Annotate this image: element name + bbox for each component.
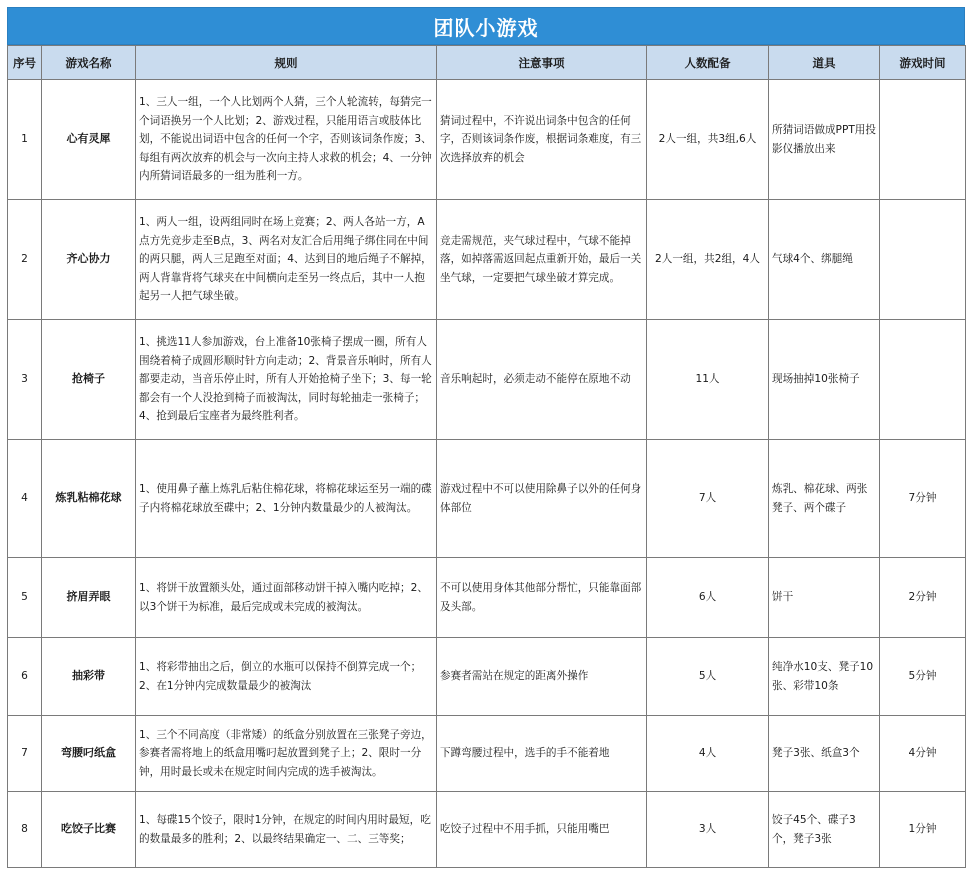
cell-name: 吃饺子比赛: [42, 792, 136, 868]
cell-notes: 吃饺子过程中不用手抓，只能用嘴巴: [437, 792, 647, 868]
cell-name: 炼乳粘棉花球: [42, 440, 136, 558]
cell-name: 齐心协力: [42, 200, 136, 320]
header-props: 道具: [769, 46, 880, 80]
cell-props: 炼乳、棉花球、两张凳子、两个碟子: [769, 440, 880, 558]
cell-people: 3人: [647, 792, 769, 868]
cell-rules: 1、使用鼻子蘸上炼乳后粘住棉花球，将棉花球运至另一端的碟子内将棉花球放至碟中；2、1分钟内数量最少的人被淘汰。: [136, 440, 437, 558]
cell-rules: 1、三人一组，一个人比划两个人猜，三个人轮流转，每猜完一个词语换另一个人比划；2、游戏过程，只能用语言或肢体比划，不能说出词语中包含的任何一个字，否则该词条作废；3、每组有两次放弃的机会与一次向主持人求救的机会；4、一分钟内所猜词语最多的一组为胜利一方。: [136, 80, 437, 200]
cell-name: 抢椅子: [42, 320, 136, 440]
cell-props: 饺子45个、碟子3个，凳子3张: [769, 792, 880, 868]
cell-notes: 竞走需规范，夹气球过程中，气球不能掉落，如掉落需返回起点重新开始，最后一关坐气球，一定要把气球坐破才算完成。: [437, 200, 647, 320]
cell-people: 11人: [647, 320, 769, 440]
cell-no: 3: [8, 320, 42, 440]
cell-no: 7: [8, 716, 42, 792]
cell-no: 1: [8, 80, 42, 200]
games-table: [7, 45, 966, 868]
cell-notes: 游戏过程中不可以使用除鼻子以外的任何身体部位: [437, 440, 647, 558]
cell-props: 气球4个、绑腿绳: [769, 200, 880, 320]
cell-people: 7人: [647, 440, 769, 558]
cell-notes: 下蹲弯腰过程中，选手的手不能着地: [437, 716, 647, 792]
header-time: 游戏时间: [880, 46, 966, 80]
cell-people: 2人一组，共2组，4人: [647, 200, 769, 320]
cell-props: 纯净水10支、凳子10张、彩带10条: [769, 638, 880, 716]
cell-time: 4分钟: [880, 716, 966, 792]
table-row: [8, 716, 966, 792]
cell-props: 饼干: [769, 558, 880, 638]
cell-no: 5: [8, 558, 42, 638]
cell-time: [880, 320, 966, 440]
cell-people: 5人: [647, 638, 769, 716]
cell-rules: 1、三个不同高度（非常矮）的纸盒分别放置在三张凳子旁边，参赛者需将地上的纸盒用嘴叼起放置到凳子上；2、限时一分钟，用时最长或未在规定时间内完成的选手被淘汰。: [136, 716, 437, 792]
cell-no: 8: [8, 792, 42, 868]
sheet-title: 团队小游戏: [7, 7, 965, 45]
cell-time: [880, 80, 966, 200]
cell-notes: 参赛者需站在规定的距离外操作: [437, 638, 647, 716]
spreadsheet: [7, 7, 965, 868]
cell-notes: 猜词过程中，不许说出词条中包含的任何字，否则该词条作废，根据词条难度，有三次选择放弃的机会: [437, 80, 647, 200]
cell-name: 弯腰叼纸盒: [42, 716, 136, 792]
cell-time: [880, 200, 966, 320]
header-name: 游戏名称: [42, 46, 136, 80]
table-row: [8, 80, 966, 200]
cell-rules: 1、挑选11人参加游戏，台上准备10张椅子摆成一圈，所有人围绕着椅子成圆形顺时针方向走动；2、背景音乐响时，所有人都要走动，当音乐停止时，所有人开始抢椅子坐下；3、每一轮都会有一个人没抢到椅子而被淘汰，同时每轮抽走一张椅子；4、抢到最后宝座者为最终胜利者。: [136, 320, 437, 440]
cell-notes: 音乐响起时，必须走动不能停在原地不动: [437, 320, 647, 440]
table-row: [8, 792, 966, 868]
cell-rules: 1、将彩带抽出之后，倒立的水瓶可以保持不倒算完成一个；2、在1分钟内完成数量最少的被淘汰: [136, 638, 437, 716]
cell-no: 2: [8, 200, 42, 320]
cell-rules: 1、两人一组，设两组同时在场上竞赛；2、两人各站一方，A点方先竞步走至B点，3、两名对友汇合后用绳子绑住同在中间的两只腿，两人三足跑至对面；4、达到目的地后绳子不解掉，两人背靠背将气球夹在中间横向走至另一终点后，其中一人抱起另一人把气球坐破。: [136, 200, 437, 320]
cell-people: 2人一组，共3组,6人: [647, 80, 769, 200]
header-row: [8, 46, 966, 80]
cell-time: 5分钟: [880, 638, 966, 716]
cell-no: 6: [8, 638, 42, 716]
cell-rules: 1、每碟15个饺子，限时1分钟，在规定的时间内用时最短，吃的数量最多的胜利；2、以最终结果确定一、二、三等奖；: [136, 792, 437, 868]
cell-time: 7分钟: [880, 440, 966, 558]
table-row: [8, 200, 966, 320]
cell-rules: 1、将饼干放置额头处，通过面部移动饼干掉入嘴内吃掉；2、以3个饼干为标准，最后完成或未完成的被淘汰。: [136, 558, 437, 638]
cell-people: 6人: [647, 558, 769, 638]
cell-time: 2分钟: [880, 558, 966, 638]
cell-no: 4: [8, 440, 42, 558]
cell-name: 挤眉弄眼: [42, 558, 136, 638]
table-row: [8, 638, 966, 716]
header-notes: 注意事项: [437, 46, 647, 80]
header-people: 人数配备: [647, 46, 769, 80]
cell-people: 4人: [647, 716, 769, 792]
cell-props: 凳子3张、纸盒3个: [769, 716, 880, 792]
cell-name: 心有灵犀: [42, 80, 136, 200]
header-rules: 规则: [136, 46, 437, 80]
cell-name: 抽彩带: [42, 638, 136, 716]
cell-props: 现场抽掉10张椅子: [769, 320, 880, 440]
table-row: [8, 320, 966, 440]
cell-props: 所猜词语做成PPT用投影仪播放出来: [769, 80, 880, 200]
table-row: [8, 558, 966, 638]
cell-notes: 不可以使用身体其他部分帮忙，只能靠面部及头部。: [437, 558, 647, 638]
cell-time: 1分钟: [880, 792, 966, 868]
header-no: 序号: [8, 46, 42, 80]
table-row: [8, 440, 966, 558]
